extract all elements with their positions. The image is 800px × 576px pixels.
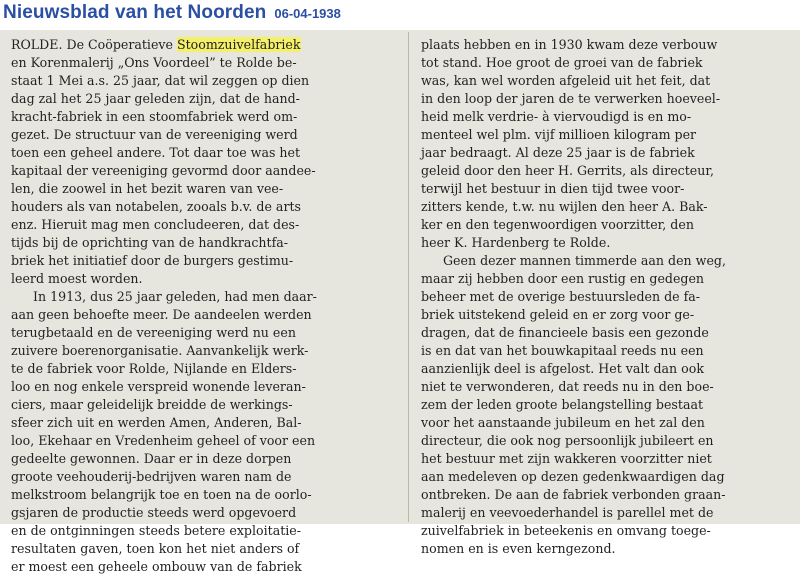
article-line: [11, 144, 399, 162]
article-line-text: kracht-fabriek in een stoomfabriek werd om-: [11, 109, 298, 124]
article-line: [11, 162, 399, 180]
article-line-text: groote veehouderij-bedrijven waren nam de: [11, 469, 292, 484]
article-line-text: loo, Ekehaar en Vredenheim geheel of voor een: [11, 433, 316, 448]
article-line-text: nomen en is even kerngezond.: [421, 541, 616, 556]
article-line-text: gsjaren de productie steeds werd opgevoerd: [11, 505, 297, 520]
article-line-text: niet te verwonderen, dat reeds nu in den boe-: [421, 379, 714, 394]
article-line: [11, 360, 399, 378]
article-line: [421, 504, 793, 522]
article-line: [421, 522, 793, 540]
article-line-text: directeur, die ook nog persoonlijk jubileert en: [421, 433, 714, 448]
article-line: [421, 432, 793, 450]
article-line-text: aanzienlijk deel is afgelost. Het valt dan ook: [421, 361, 704, 376]
article-line: [11, 36, 399, 54]
article-line: [421, 468, 793, 486]
article-column-left: [11, 36, 399, 576]
article-line-text: en Korenmalerij „Ons Voordeel” te Rolde be-: [11, 55, 297, 70]
article-line-text: het bestuur met zijn wakkeren voorzitter niet: [421, 451, 712, 466]
article-line-text: gezet. De structuur van de vereeniging werd: [11, 127, 298, 142]
article-line-text: zitters kende, t.w. nu wijlen den heer A. Bak-: [421, 199, 708, 214]
article-line: [421, 288, 793, 306]
article-line-text: enz. Hieruit mag men concludeeren, dat des-: [11, 217, 300, 232]
article-line: [421, 540, 793, 558]
article-line: [11, 324, 399, 342]
article-line-text: malerij en veevoederhandel is parellel met de: [421, 505, 714, 520]
article-line-text: melkstroom belangrijk toe en toen na de oorlo-: [11, 487, 312, 502]
article-line: [11, 54, 399, 72]
article-line: [11, 252, 399, 270]
article-line: [421, 450, 793, 468]
article-line-text: aan medeleven op dezen gedenkwaardigen dag: [421, 469, 725, 484]
article-line: [11, 414, 399, 432]
article-line: [421, 72, 793, 90]
article-line: [421, 144, 793, 162]
article-line-text: ker en den tegenwoordigen voorzitter, den: [421, 217, 694, 232]
article-line: [11, 432, 399, 450]
article-line-text: kapitaal der vereeniging gevormd door aandee-: [11, 163, 316, 178]
article-line-text: is en dat van het bouwkapitaal reeds nu een: [421, 343, 704, 358]
article-line: [11, 216, 399, 234]
article-line: [421, 270, 793, 288]
article-line: [421, 36, 793, 54]
article-line: [421, 54, 793, 72]
article-line: [421, 378, 793, 396]
masthead: [3, 2, 341, 28]
article-line-text: loo en nog enkele verspreid wonende leveran-: [11, 379, 306, 394]
article-line: [11, 180, 399, 198]
article-line-text: ROLDE. De Coöperatieve: [11, 37, 177, 52]
column-divider: [408, 32, 409, 522]
article-line-text: zuivere boerenorganisatie. Aanvankelijk werk-: [11, 343, 309, 358]
article-line: [421, 306, 793, 324]
article-line: [11, 306, 399, 324]
article-line: [421, 360, 793, 378]
article-line: [421, 216, 793, 234]
article-line: [421, 198, 793, 216]
article-line: [11, 468, 399, 486]
article-line-text: er moest een geheele ombouw van de fabriek: [11, 559, 302, 574]
article-line-text: plaats hebben en in 1930 kwam deze verbouw: [421, 37, 718, 52]
article-line: [11, 90, 399, 108]
article-line-text: zem der leden groote belangstelling bestaat: [421, 397, 704, 412]
article-line: [11, 522, 399, 540]
article-line-text: tijds bij de oprichting van de handkrachtfa-: [11, 235, 289, 250]
article-line: [11, 378, 399, 396]
article-line-text: ciers, maar geleidelijk breidde de werkings-: [11, 397, 293, 412]
article-line-text: resultaten gaven, toen kon het niet anders of: [11, 541, 300, 556]
article-line: [11, 234, 399, 252]
article-line-text: briek het initiatief door de burgers gestimu-: [11, 253, 294, 268]
article-line-text: len, die zoowel in het bezit waren van vee-: [11, 181, 284, 196]
article-line-text: ontbreken. De aan de fabriek verbonden graan-: [421, 487, 726, 502]
article-line: [421, 396, 793, 414]
article-line-text: maar zij hebben door een rustig en gedegen: [421, 271, 705, 286]
article-line-text: beheer met de overige bestuursleden de fa-: [421, 289, 701, 304]
article-line: [11, 540, 399, 558]
article-line: [421, 414, 793, 432]
article-line-text: terwijl het bestuur in dien tijd twee voor-: [421, 181, 685, 196]
article-line-text: tot stand. Hoe groot de groei van de fabriek: [421, 55, 703, 70]
article-line-text: houders als van notabelen, zooals b.v. de arts: [11, 199, 301, 214]
article-line-text: aan geen behoefte meer. De aandeelen werden: [11, 307, 312, 322]
article-line: [11, 270, 399, 288]
article-line-text: leerd moest worden.: [11, 271, 143, 286]
article-line-text: dag zal het 25 jaar geleden zijn, dat de hand-: [11, 91, 300, 106]
article-line: [11, 396, 399, 414]
article-line-text: gedeelte gewonnen. Daar er in deze dorpen: [11, 451, 292, 466]
article-line-text: sfeer zich uit en werden Amen, Anderen, Bal-: [11, 415, 302, 430]
article-line-text: voor het aanstaande jubileum en het zal den: [421, 415, 705, 430]
article-line-text: Geen dezer mannen timmerde aan den weg,: [443, 253, 726, 268]
article-line: [11, 558, 399, 576]
article-line: [421, 90, 793, 108]
article-line-text: te de fabriek voor Rolde, Nijlande en Elders-: [11, 361, 297, 376]
article-line: [421, 126, 793, 144]
article-line: [11, 108, 399, 126]
highlighted-term: Stoomzuivelfabriek: [176, 37, 301, 52]
article-line: [11, 504, 399, 522]
article-column-right: [421, 36, 793, 558]
article-line-text: en de ontginningen steeds betere exploitatie-: [11, 523, 302, 538]
article-line: [421, 324, 793, 342]
article-line: [11, 342, 399, 360]
article-line: [421, 342, 793, 360]
article-line: [421, 234, 793, 252]
article-line-text: dragen, dat de financieele basis een gezonde: [421, 325, 709, 340]
article-line-text: heid melk verdrie- à viervoudigd is en mo-: [421, 109, 692, 124]
article-line: [11, 198, 399, 216]
article-line: [11, 72, 399, 90]
article-line-text: geleid door den heer H. Gerrits, als directeur,: [421, 163, 714, 178]
newspaper-title: Nieuwsblad van het Noorden: [3, 2, 267, 23]
article-line: [11, 486, 399, 504]
article-line-text: menteel wel plm. vijf millioen kilogram per: [421, 127, 697, 142]
article-clipping: [0, 30, 800, 574]
article-line-text: In 1913, dus 25 jaar geleden, had men daar-: [33, 289, 317, 304]
article-line-text: was, kan wel worden afgeleid uit het feit, dat: [421, 73, 711, 88]
article-line-text: jaar bedraagt. Al deze 25 jaar is de fabriek: [421, 145, 695, 160]
article-line: [11, 288, 399, 306]
article-line-text: in den loop der jaren de te verwerken hoeveel-: [421, 91, 721, 106]
article-line-text: staat 1 Mei a.s. 25 jaar, dat wil zeggen op dien: [11, 73, 310, 88]
article-line: [421, 162, 793, 180]
article-line: [421, 108, 793, 126]
article-line: [421, 486, 793, 504]
article-line-text: zuivelfabriek in beteekenis en omvang toege-: [421, 523, 711, 538]
article-line-text: heer K. Hardenberg te Rolde.: [421, 235, 611, 250]
article-line-text: terugbetaald en de vereeniging werd nu een: [11, 325, 296, 340]
article-line: [421, 180, 793, 198]
article-line: [11, 450, 399, 468]
publication-date: 06-04-1938: [274, 6, 341, 21]
article-line-text: toen een geheel andere. Tot daar toe was het: [11, 145, 301, 160]
article-line-text: briek uitstekend geleid en er zorg voor ge-: [421, 307, 695, 322]
article-line: [421, 252, 793, 270]
article-line: [11, 126, 399, 144]
